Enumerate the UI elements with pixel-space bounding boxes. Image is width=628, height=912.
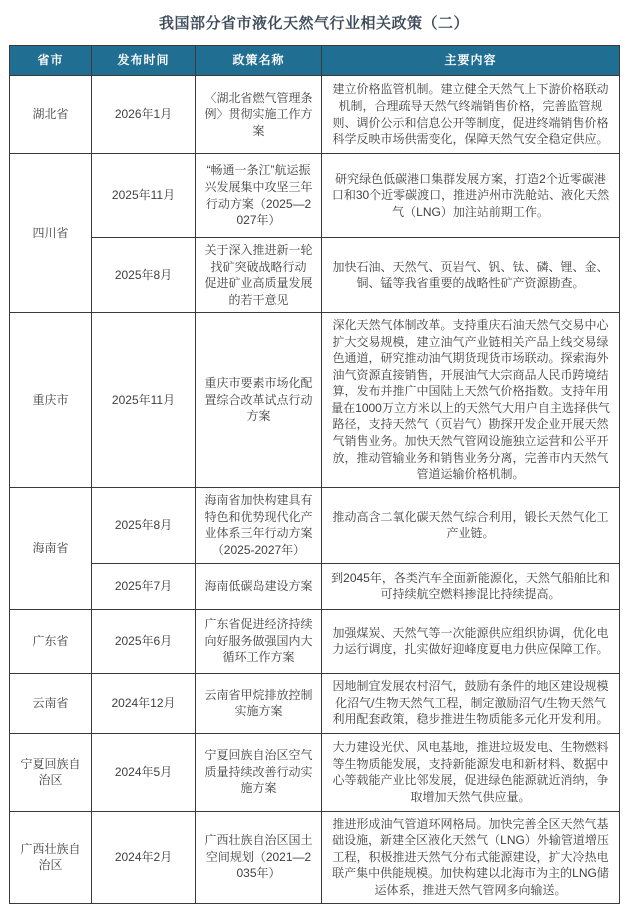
date-cell: 2025年8月 <box>92 487 196 563</box>
province-cell: 海南省 <box>10 487 92 609</box>
policy-name-cell: 重庆市要素市场化配置综合改革试点行动方案 <box>196 313 322 487</box>
date-cell: 2025年11月 <box>92 313 196 487</box>
province-cell: 云南省 <box>10 673 92 733</box>
table-row <box>10 811 620 903</box>
content-cell: 推动高含二氧化碳天然气综合利用，锻长天然气化工产业链。 <box>322 487 620 563</box>
content-cell: 深化天然气体制改革。支持重庆石油天然气交易中心扩大交易规模，建立油气产业链相关产品上线交易绿色通道，研究推动油气期货现货市场联动。探索海外油气资源直接销售，开展油气大宗商品人民币跨境结算，发布并推广中国陆上天然气价格指数。支持年用量在1000万立方米以上的天然气大用户自主选择供气路径，支持天然气（页岩气）勘探开发企业开展天然气销售业务。加快天然气管网设施独立运营和公平开放，推动管输业务和销售业务分离，完善市内天然气管道运输价格机制。 <box>322 313 620 487</box>
date-cell: 2025年7月 <box>92 563 196 609</box>
header-cell-date: 发布时间 <box>92 46 196 76</box>
content-cell: 研究绿色低碳港口集群发展方案，打造2个近零碳港口和30个近零碳渡口，推进泸州市洗舱站、液化天然气（LNG）加注站前期工作。 <box>322 154 620 238</box>
policy-name-cell: “畅通一条江”航运振兴发展集中攻坚三年行动方案（2025—2027年） <box>196 154 322 238</box>
table-header-row <box>10 46 620 76</box>
content-cell: 建立价格监管机制。建立健全天然气上下游价格联动机制，合理疏导天然气终端销售价格，完善监管规则、调价公示和信息公开等制度，促进终端销售价格科学反映市场供需变化，保障天然气安全稳定供应。 <box>322 76 620 154</box>
date-cell: 2024年5月 <box>92 733 196 811</box>
table-row <box>10 238 620 313</box>
policy-name-cell: 〈湖北省燃气管理条例〉贯彻实施工作方案 <box>196 76 322 154</box>
policy-name-cell: 广东省促进经济持续向好服务做强国内大循环工作方案 <box>196 609 322 673</box>
content-cell: 到2045年，各类汽车全面新能源化，天然气船舶比和可持续航空燃料掺混比持续提高。 <box>322 563 620 609</box>
policy-name-cell: 海南低碳岛建设方案 <box>196 563 322 609</box>
content-cell: 推进形成油气管道环网格局。加快完善全区天然气基础设施，新建全区液化天然气（LNG）外输管道增压工程，积极推进天然气分布式能源建设，扩大冷热电联产集中供能规模。加快构建以北海市为主的LNG储运体系，推进天然气管网多向输送。 <box>322 811 620 903</box>
date-cell: 2026年1月 <box>92 76 196 154</box>
date-cell: 2025年11月 <box>92 154 196 238</box>
header-cell-province: 省市 <box>10 46 92 76</box>
table-row <box>10 76 620 154</box>
policy-name-cell: 海南省加快构建具有特色和优势现代化产业体系三年行动方案（2025-2027年） <box>196 487 322 563</box>
page-title: 我国部分省市液化天然气行业相关政策（二） <box>158 15 469 32</box>
date-cell: 2025年8月 <box>92 238 196 313</box>
province-cell: 宁夏回族自治区 <box>10 733 92 811</box>
province-cell: 湖北省 <box>10 76 92 154</box>
table-row <box>10 563 620 609</box>
date-cell: 2024年12月 <box>92 673 196 733</box>
policy-name-cell: 关于深入推进新一轮找矿突破战略行动 促进矿业高质量发展的若干意见 <box>196 238 322 313</box>
province-cell: 四川省 <box>10 154 92 313</box>
table-row <box>10 487 620 563</box>
table-row <box>10 733 620 811</box>
table-row <box>10 154 620 238</box>
header-cell-content: 主要内容 <box>322 46 620 76</box>
content-cell: 加强煤炭、天然气等一次能源供应组织协调，优化电力运行调度，扎实做好迎峰度夏电力供应保障工作。 <box>322 609 620 673</box>
province-cell: 广东省 <box>10 609 92 673</box>
content-cell: 因地制宜发展农村沼气，鼓励有条件的地区建设规模化沼气/生物天然气工程，制定激励沼气/生物天然气利用配套政策，稳步推进生物质能多元化开发利用。 <box>322 673 620 733</box>
table-row <box>10 313 620 487</box>
policy-table <box>9 45 620 904</box>
table-row <box>10 609 620 673</box>
header-cell-policy: 政策名称 <box>196 46 322 76</box>
policy-name-cell: 云南省甲烷排放控制实施方案 <box>196 673 322 733</box>
content-cell: 加快石油、天然气、页岩气、钒、钛、磷、锂、金、铜、锰等我省重要的战略性矿产资源勘查。 <box>322 238 620 313</box>
content-cell: 大力建设光伏、风电基地，推进垃圾发电、生物燃料等生物质能发展，支持新能源发电和新材料、数据中心等载能产业比邻发展，促进绿色能源就近消纳，争取增加天然气供应量。 <box>322 733 620 811</box>
policy-name-cell: 广西壮族自治区国土空间规划（2021—2035年） <box>196 811 322 903</box>
province-cell: 广西壮族自治区 <box>10 811 92 903</box>
date-cell: 2024年2月 <box>92 811 196 903</box>
province-cell: 重庆市 <box>10 313 92 487</box>
policy-name-cell: 宁夏回族自治区空气质量持续改善行动实施方案 <box>196 733 322 811</box>
date-cell: 2025年6月 <box>92 609 196 673</box>
table-row <box>10 673 620 733</box>
